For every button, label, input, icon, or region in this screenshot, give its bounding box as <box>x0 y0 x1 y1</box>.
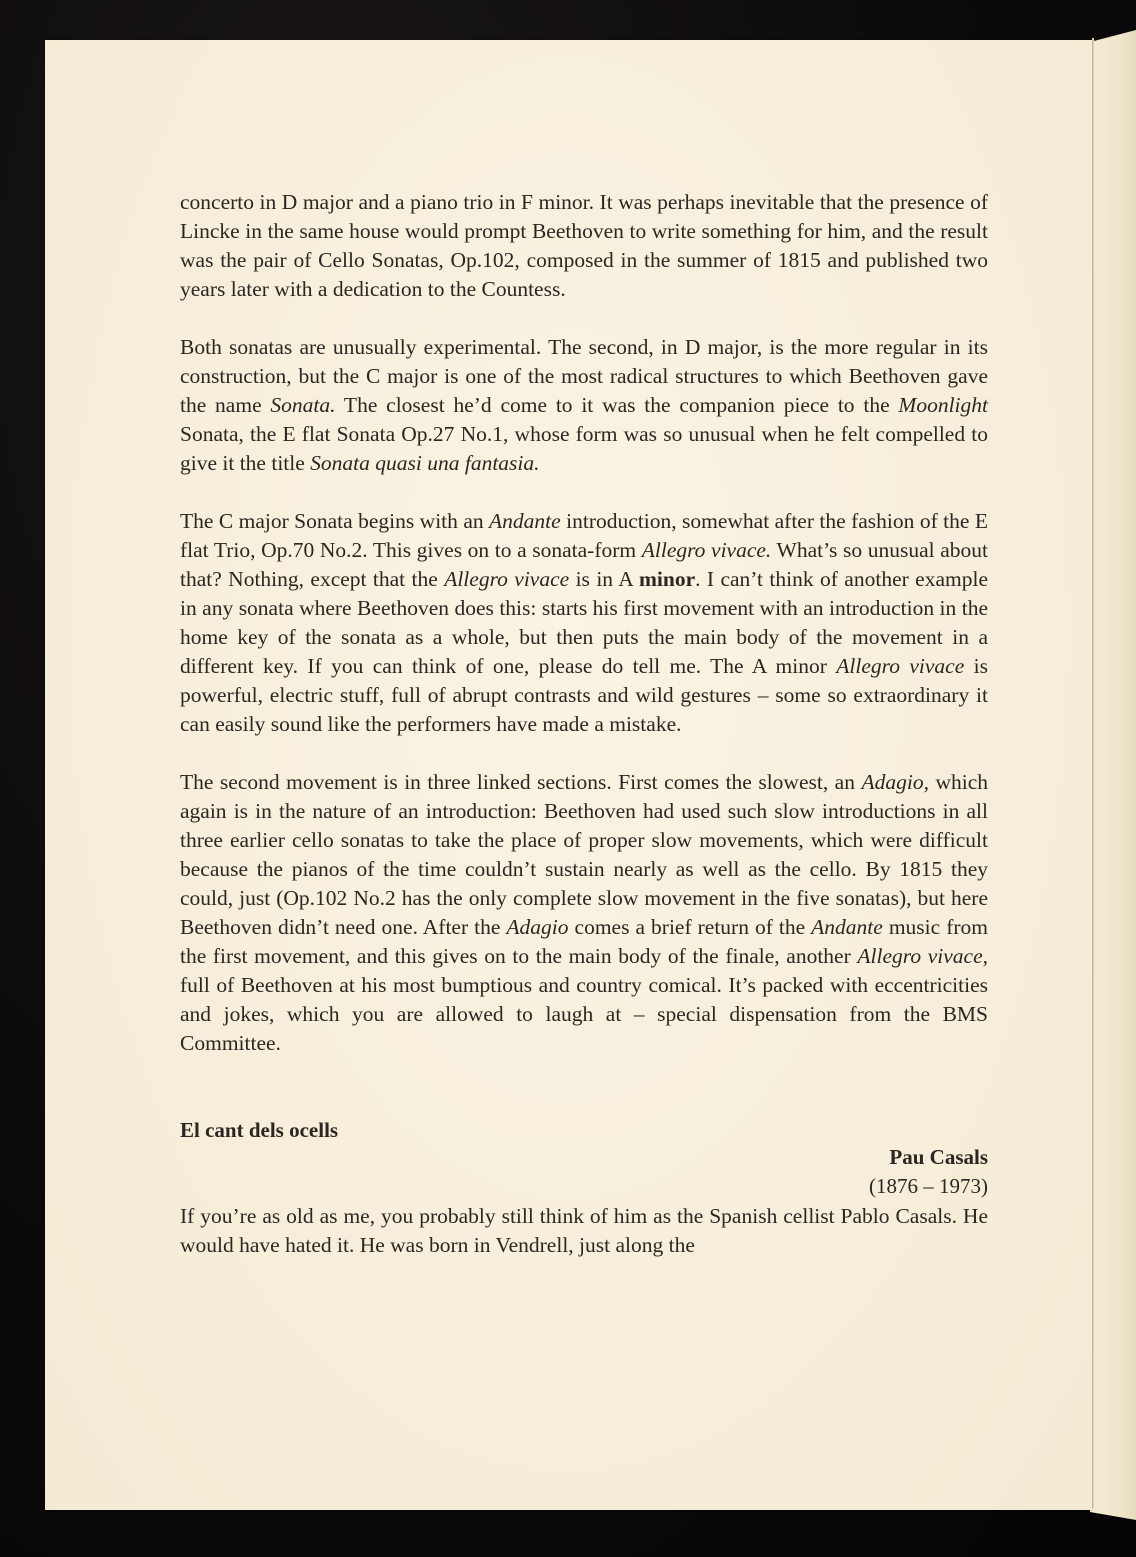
italic-term: Andante <box>489 509 561 533</box>
composer-block <box>869 1143 988 1201</box>
text-run: The C major Sonata begins with an <box>180 509 490 533</box>
page-gutter-line <box>1092 38 1094 1508</box>
piece-title: El cant dels ocells <box>180 1118 339 1142</box>
paragraph-lincke-sonatas <box>180 188 988 304</box>
italic-term: Sonata quasi una fantasia. <box>310 451 540 475</box>
text-run: , which again is in the nature of an introduction: Beethoven had used such slow introductions in all three earlier cello sonatas to take the place of proper slow movements, which were difficult because the pianos of the time couldn’t sustain nearly as well as the cello. By 1815 they could, just (Op.102 No.2 has the only complete slow movement in the five sonatas), but here Beethoven didn’t need one. After the <box>180 770 989 939</box>
text-run: What’s so unusual about that? Nothing, except that the <box>180 538 989 591</box>
italic-term: Andante <box>811 915 883 939</box>
text-run: Sonata, the E flat Sonata Op.27 No.1, whose form was so unusual when he felt compelled to give it the title <box>180 422 988 475</box>
paragraph-c-major-sonata <box>180 507 988 739</box>
text-run: comes a brief return of the <box>568 915 812 939</box>
italic-term: Allegro vivace <box>836 654 965 678</box>
text-run: music from the first movement, and this gives on to the main body of the finale, another <box>180 915 988 968</box>
italic-term: Allegro vivace <box>857 944 983 968</box>
composer-name: Pau Casals <box>889 1145 988 1169</box>
text-run: is powerful, electric stuff, full of abrupt contrasts and wild gestures – some so extraordinary it can easily sound like the performers have made a mistake. <box>180 654 988 736</box>
page-content <box>180 188 988 1289</box>
italic-term: Adagio <box>506 915 569 939</box>
italic-term: Moonlight <box>898 393 989 417</box>
text-run: is in A <box>569 567 639 591</box>
paragraph-casals-intro <box>180 1202 988 1260</box>
paragraph-second-movement <box>180 768 988 1058</box>
text-run: , full of Beethoven at his most bumptious and country comical. It’s packed with eccentricities and jokes, which you are allowed to laugh at – special dispensation from the BMS Committee. <box>180 944 988 1055</box>
piece-heading <box>180 1116 988 1202</box>
text-run: The closest he’d come to it was the companion piece to the <box>335 393 899 417</box>
text-run: introduction, somewhat after the fashion of the E flat Trio, Op.70 No.2. This gives on to a sonata-form <box>180 509 988 562</box>
text-run: . I can’t think of another example in any sonata where Beethoven does this: starts his first movement with an introduction in the home key of the sonata as a whole, but then puts the main body of the movement in a different key. If you can think of one, please do tell me. The A minor <box>180 567 988 678</box>
text-run: concerto in D major and a piano trio in F minor. It was perhaps inevitable that the presence of Lincke in the same house would prompt Beethoven to write something for him, and the result was the pair of Cello Sonatas, Op.102, composed in the summer of 1815 and published two years later with a dedication to the Countess. <box>180 190 988 301</box>
italic-term: Allegro vivace. <box>641 538 772 562</box>
text-run: The second movement is in three linked sections. First comes the slowest, an <box>180 770 862 794</box>
text-run: If you’re as old as me, you probably still think of him as the Spanish cellist Pablo Casals. He would have hated it. He was born in Vendrell, just along the <box>180 1204 988 1257</box>
italic-term: Sonata. <box>270 393 336 417</box>
italic-term: Adagio <box>861 770 924 794</box>
text-run: Both sonatas are unusually experimental. The second, in D major, is the more regular in its construction, but the C major is one of the most radical structures to which Beethoven gave the name <box>180 335 988 417</box>
italic-term: Allegro vivace <box>444 567 570 591</box>
bold-term: minor <box>638 567 696 591</box>
paragraph-experimental-sonatas <box>180 333 988 478</box>
composer-dates: (1876 – 1973) <box>869 1174 988 1198</box>
facing-page-edge <box>1090 30 1136 1520</box>
